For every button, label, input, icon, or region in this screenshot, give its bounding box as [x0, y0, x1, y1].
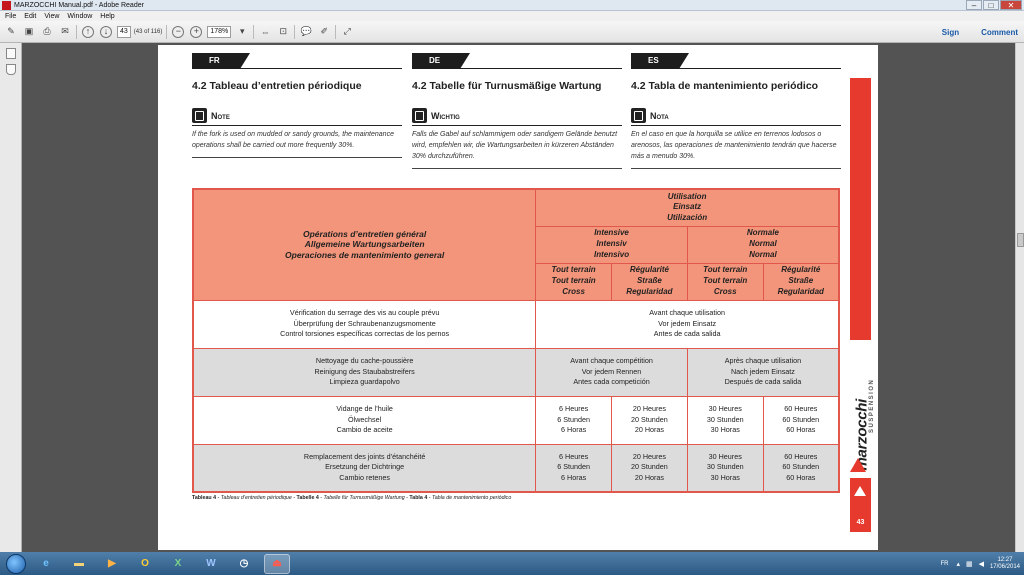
- normal-header: Normale Normal Normal: [687, 226, 839, 263]
- expand-icon[interactable]: ⤢: [343, 26, 351, 36]
- toolbar: [0, 21, 1024, 43]
- internet-explorer-icon[interactable]: e: [43, 558, 49, 569]
- note-rule: [412, 125, 622, 126]
- save-icon[interactable]: ▣: [24, 26, 34, 36]
- caption-label-fr: Tableau 4: [192, 495, 217, 501]
- menu-bar: [0, 11, 1024, 21]
- highlight-icon[interactable]: ✐: [320, 26, 329, 36]
- note-label-es: Nota: [650, 110, 669, 121]
- table-row: [193, 300, 839, 348]
- interval-cell: Avant chaque utilisation Vor jedem Einsatz Antes de cada salida: [536, 300, 839, 348]
- note-text-es: En el caso en que la horquilla se utilice en terrenos lodosos o arenosos, las operaciones de mantenimiento tendrán que hacerse más a menudo 30%.: [631, 131, 837, 160]
- interval-cell: 6 Heures 6 Stunden 6 Horas: [536, 396, 612, 444]
- page-number-input[interactable]: 43: [117, 26, 131, 38]
- zoom-in-icon[interactable]: +: [189, 25, 203, 39]
- note-label-de: Wichtig: [431, 110, 460, 121]
- note-rule: [192, 125, 402, 126]
- page-number: 43: [856, 519, 865, 526]
- operation-cell: Remplacement des joints d’étanchéité Ersetzung der Dichtringe Cambio retenes: [193, 444, 536, 492]
- caption-text-de: - Tabelle für Turnusmäßige Wartung -: [318, 495, 410, 501]
- menu-edit[interactable]: Edit: [24, 12, 37, 20]
- brand-name: marzocchi: [853, 399, 871, 471]
- system-tray: [940, 552, 1020, 575]
- note-header-de: [412, 108, 622, 123]
- caption-text-fr: - Tableau d’entretien périodique -: [216, 495, 297, 501]
- interval-cell: 30 Heures 30 Stunden 30 Horas: [687, 396, 763, 444]
- operation-cell: Nettoyage du cache-poussière Reinigung des Staubabstreifers Limpieza guardapolvo: [193, 348, 536, 396]
- close-button[interactable]: ✕: [1000, 0, 1022, 10]
- fit-width-icon[interactable]: ⇔: [260, 26, 270, 37]
- language-indicator[interactable]: FR: [940, 560, 949, 567]
- lang-tab-es: ES: [631, 53, 679, 69]
- marzocchi-logo-icon: [850, 458, 866, 472]
- interval-cell: Avant chaque compétition Vor jedem Rennen Antes cada competición: [536, 348, 688, 396]
- volume-icon[interactable]: ◀: [978, 560, 984, 568]
- clock-app-icon[interactable]: ◷: [239, 558, 249, 569]
- vertical-scrollbar[interactable]: [1015, 43, 1024, 552]
- column-de: [412, 53, 622, 169]
- table-row: [193, 348, 839, 396]
- sub-header-regularite: Régularité Straße Regularidad: [612, 263, 688, 300]
- toolbar-divider: [294, 25, 295, 39]
- comment-button[interactable]: Comment: [981, 27, 1018, 37]
- title-bar: [0, 0, 1024, 11]
- network-icon[interactable]: ▦: [965, 560, 973, 568]
- page-thumbnails-icon[interactable]: [6, 48, 16, 59]
- page-number-box: [850, 478, 871, 532]
- note-label-fr: Note: [211, 110, 230, 121]
- start-button[interactable]: [6, 554, 26, 574]
- pdf-page: [158, 45, 878, 550]
- note-icon: [412, 108, 427, 123]
- sub-header-tout-terrain: Tout terrain Tout terrain Cross: [536, 263, 612, 300]
- interval-cell: 20 Heures 20 Stunden 20 Horas: [612, 444, 688, 492]
- table-row: [193, 396, 839, 444]
- section-title-de: 4.2 Tabelle für Turnusmäßige Wartung: [412, 80, 602, 92]
- note-rule: [631, 125, 841, 126]
- print-icon[interactable]: ⎙: [43, 26, 51, 36]
- chevron-down-icon[interactable]: ▾: [240, 26, 245, 36]
- scrollbar-thumb[interactable]: [1017, 233, 1024, 247]
- comment-bubble-icon[interactable]: 💬: [300, 26, 312, 36]
- taskbar: [0, 552, 1024, 575]
- fit-page-icon[interactable]: ⊡: [279, 26, 288, 36]
- adobe-reader-task-icon[interactable]: ⏏: [264, 554, 290, 574]
- operation-cell: Vidange de l’huile Ölwechsel Cambio de aceite: [193, 396, 536, 444]
- toolbar-divider: [335, 25, 336, 39]
- email-icon[interactable]: ✉: [61, 26, 69, 36]
- column-fr: [192, 53, 402, 158]
- note-text-de: Falls die Gabel auf schlammigem oder sandigem Gelände benutzt wird, empfehlen wir, die Wartungsarbeiten in kürzeren Abständen 30% durchzuführen.: [412, 131, 618, 160]
- operation-cell: Vérification du serrage des vis au couple prévu Überprüfung der Schraubenanzugsmomente Control torsiones específicas correctas de los pernos: [193, 300, 536, 348]
- window-controls: [965, 0, 1022, 10]
- caption-text-es: - Tabla de mantenimiento periódico: [427, 495, 512, 501]
- caption-label-es: Tabla 4: [409, 495, 428, 501]
- interval-cell: 6 Heures 6 Stunden 6 Horas: [536, 444, 612, 492]
- brand-subtitle: SUSPENSION: [869, 378, 875, 433]
- interval-cell: 20 Heures 20 Stunden 20 Horas: [612, 396, 688, 444]
- toolbar-divider: [166, 25, 167, 39]
- zoom-out-icon[interactable]: −: [171, 25, 185, 39]
- note-header-fr: [192, 108, 402, 123]
- note-bottom-rule: [631, 168, 841, 169]
- usage-header: Utilisation Einsatz Utilización: [536, 189, 839, 226]
- clock[interactable]: [990, 557, 1020, 571]
- note-bottom-rule: [412, 168, 622, 169]
- zoom-select[interactable]: 178%: [207, 26, 231, 38]
- section-title-es: 4.2 Tabla de mantenimiento periódico: [631, 80, 819, 92]
- note-bottom-rule: [192, 157, 402, 158]
- menu-file[interactable]: File: [5, 12, 17, 20]
- window-title: MARZOCCHI Manual.pdf - Adobe Reader: [14, 1, 144, 9]
- brand-red-band: [850, 78, 871, 340]
- interval-cell: Après chaque utilisation Nach jedem Einsatz Después de cada salida: [687, 348, 839, 396]
- adobe-reader-icon: [2, 1, 11, 10]
- tray-arrow-icon[interactable]: ▴: [956, 560, 960, 568]
- maximize-button[interactable]: □: [983, 0, 999, 10]
- lang-tab-fr: FR: [192, 53, 240, 69]
- clock-time: 12:27: [997, 556, 1013, 563]
- ops-header: Opérations d’entretien général Allgemeine Wartungsarbeiten Operaciones de mantenimiento general: [193, 189, 536, 300]
- lang-tab-de: DE: [412, 53, 460, 69]
- outlook-icon[interactable]: O: [141, 558, 149, 569]
- create-icon[interactable]: ✎: [7, 26, 15, 36]
- word-icon[interactable]: W: [206, 558, 216, 569]
- media-player-icon[interactable]: ▶: [108, 558, 116, 569]
- sub-header-regularite: Régularité Straße Regularidad: [763, 263, 839, 300]
- table-caption: [192, 495, 511, 501]
- maintenance-table: [192, 188, 840, 493]
- table-row: [193, 444, 839, 492]
- page-count: (43 of 116): [133, 28, 163, 35]
- previous-page-icon[interactable]: ↑: [81, 25, 95, 39]
- attachments-icon[interactable]: [6, 64, 16, 75]
- intensive-header: Intensive Intensiv Intensivo: [536, 226, 688, 263]
- navigation-panel: [0, 43, 22, 552]
- minimize-button[interactable]: –: [966, 0, 982, 10]
- note-header-es: [631, 108, 841, 123]
- column-es: [631, 53, 841, 169]
- note-text-fr: If the fork is used on mudded or sandy grounds, the maintenance operations shall be carried out more frequently 30%.: [192, 131, 394, 149]
- menu-view[interactable]: View: [44, 12, 60, 20]
- sub-header-tout-terrain: Tout terrain Tout terrain Cross: [687, 263, 763, 300]
- brand-logo: [840, 340, 880, 480]
- section-title-fr: 4.2 Tableau d’entretien périodique: [192, 80, 362, 92]
- toolbar-divider: [76, 25, 77, 39]
- next-page-icon[interactable]: ↓: [99, 25, 113, 39]
- marzocchi-mark-icon: [854, 486, 866, 496]
- note-icon: [192, 108, 207, 123]
- file-explorer-icon[interactable]: ▬: [74, 558, 84, 569]
- toolbar-right: [920, 21, 1018, 43]
- sign-button[interactable]: Sign: [941, 27, 960, 37]
- clock-date: 17/06/2014: [989, 563, 1020, 570]
- caption-label-de: Tabelle 4: [296, 495, 319, 501]
- toolbar-divider: [253, 25, 254, 39]
- note-icon: [631, 108, 646, 123]
- menu-help[interactable]: Help: [100, 12, 115, 20]
- interval-cell: 60 Heures 60 Stunden 60 Horas: [763, 396, 839, 444]
- interval-cell: 60 Heures 60 Stunden 60 Horas: [763, 444, 839, 492]
- menu-window[interactable]: Window: [67, 12, 93, 20]
- excel-icon[interactable]: X: [174, 558, 182, 569]
- interval-cell: 30 Heures 30 Stunden 30 Horas: [687, 444, 763, 492]
